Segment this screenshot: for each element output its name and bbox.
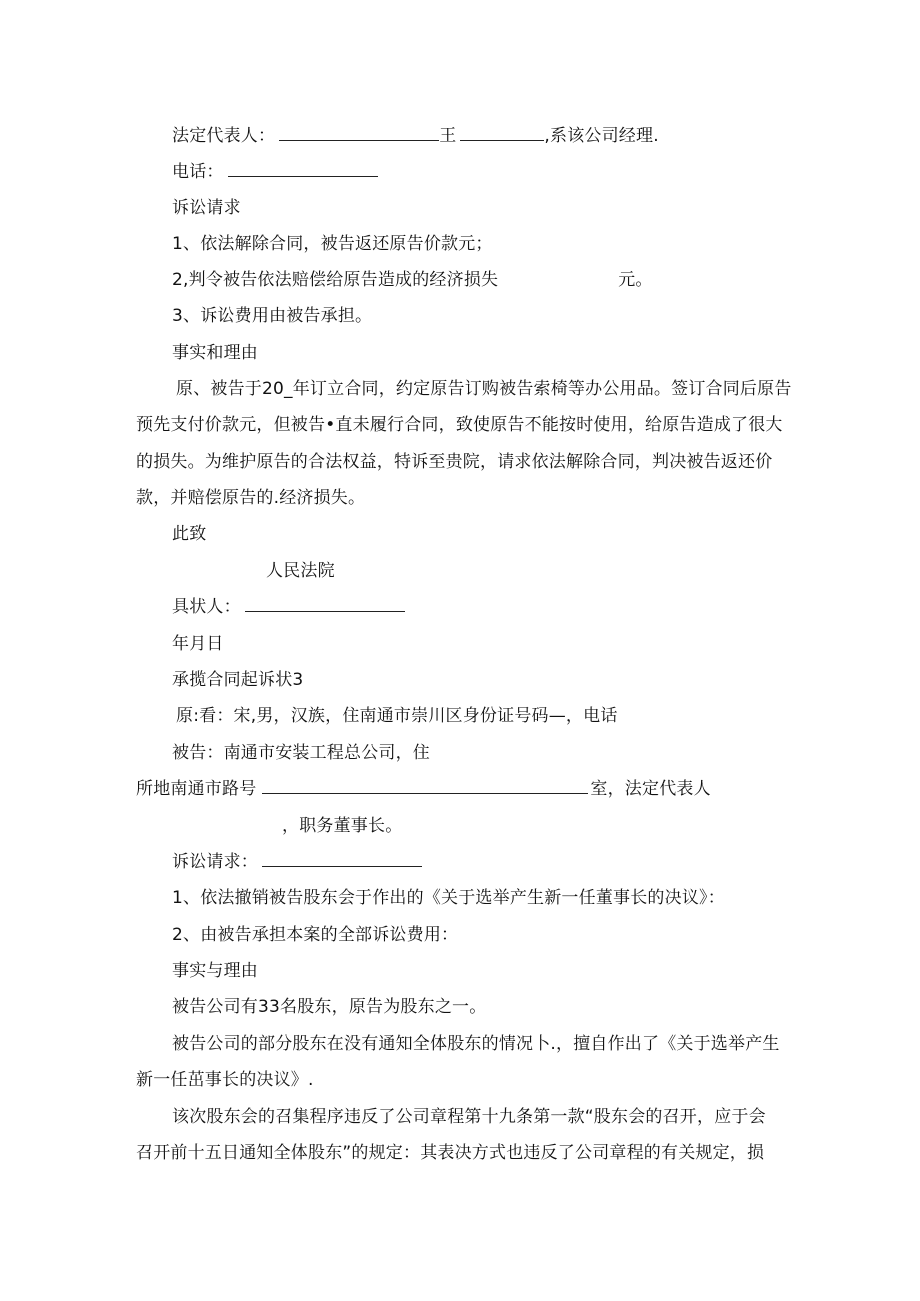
defendant-position-line: ，职务董事长。 — [282, 816, 403, 836]
phone-blank — [228, 160, 378, 177]
date-line: 年月日 — [172, 634, 224, 654]
claims-line — [172, 850, 422, 874]
shareholders-line: 被告公司有33名股东，原告为股东之一。 — [172, 997, 487, 1017]
phone-line — [172, 160, 378, 184]
salutation: 此致 — [172, 524, 207, 544]
claims-blank — [262, 850, 422, 867]
petitioner-blank — [245, 595, 405, 612]
procedure-paragraph-line-1: 该次股东会的召集程序违反了公司章程第十九条第一款“股东会的召开，应于会 — [172, 1107, 766, 1127]
address-suffix: 室，法定代表人 — [590, 779, 711, 799]
legal-representative-blank — [279, 124, 439, 141]
address-text: 所地南通市路号 — [136, 779, 257, 799]
meeting-paragraph-line-2: 新一任茁事长的决议》. — [136, 1070, 314, 1090]
petitioner-label: 具状人： — [172, 597, 241, 617]
facts-paragraph-line-2: 预先支付价款元，但被告•直未履行合同，致使原告不能按时使用，给原告造成了很大 — [136, 415, 783, 435]
claims-label: 诉讼请求： — [172, 852, 258, 872]
claim-item-3: 3、诉讼费用由被告承担。 — [172, 306, 373, 326]
claim-item-2-unit: 元。 — [618, 270, 653, 290]
legal-representative-label: 法定代表人： — [172, 126, 276, 146]
address-blank — [262, 777, 588, 794]
section-heading-facts: 事实和理由 — [172, 343, 258, 363]
section-heading-claims: 诉讼请求 — [172, 198, 241, 218]
claim-item-2-text: 2,判令被告依法赔偿给原告造成的经济损失 — [172, 270, 499, 290]
facts-paragraph-line-1: 原、被告于20_年订立合同，约定原告订购被告索椅等办公用品。签订合同后原告 — [176, 379, 792, 399]
procedure-paragraph-line-2: 召开前十五日通知全体股东”的规定：其表决方式也违反了公司章程的有关规定，损 — [136, 1143, 765, 1163]
claim-item-2 — [172, 268, 653, 292]
claim-revoke-resolution: 1、依法撤销被告股东会于作出的《关于选举产生新一任董事长的决议》： — [172, 888, 725, 908]
legal-representative-line — [172, 124, 659, 148]
facts-paragraph-line-3: 的损失。为维护原告的合法权益，特诉至贵院，请求依法解除合同，判决被告返还价 — [136, 452, 773, 472]
meeting-paragraph-line-1: 被告公司的部分股东在没有通知全体股东的情况卜.，擅自作出了《关于选举产生 — [172, 1034, 780, 1054]
defendant-address-line — [136, 777, 711, 801]
phone-label: 电话： — [172, 162, 224, 182]
facts-paragraph-line-4: 款，并赔偿原告的.经济损失。 — [136, 488, 366, 508]
document-title: 承揽合同起诉状3 — [172, 670, 304, 690]
petitioner-line — [172, 595, 405, 619]
representative-surname: 王 — [439, 126, 457, 146]
plaintiff-line: 原:看：宋,男，汉族，住南通市崇川区身份证号码—，电话 — [176, 706, 618, 726]
court-name: 人民法院 — [266, 561, 335, 581]
representative-name-blank — [460, 124, 544, 141]
claim-litigation-costs: 2、由被告承担本案的全部诉讼费用： — [172, 925, 459, 945]
section-heading-facts-reasons: 事实与理由 — [172, 961, 258, 981]
defendant-line: 被告：南通市安装工程总公司，住 — [172, 743, 430, 763]
claim-item-1: 1、依法解除合同，被告返还原告价款元； — [172, 234, 493, 254]
representative-title: ,系该公司经理. — [544, 126, 659, 146]
